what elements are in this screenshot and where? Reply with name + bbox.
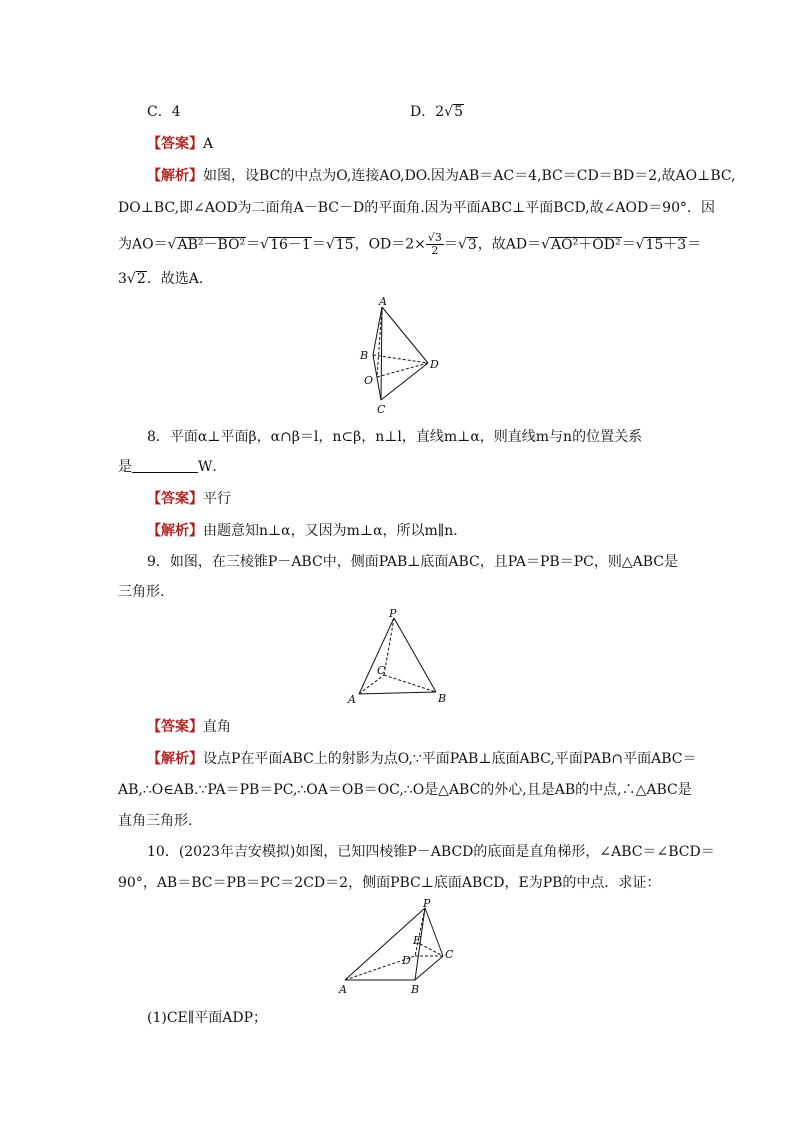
edge-ad	[382, 307, 428, 363]
q9-figure	[342, 608, 454, 706]
q7-analysis-line-1: 【解析】如图，设BC的中点为O,连接AO,DO.因为AB＝AC＝4,BC＝CD＝BD＝2,故AO⊥BC,	[147, 168, 736, 184]
answer-tag: 【答案】	[147, 491, 203, 507]
segment-od	[377, 363, 428, 377]
label-a: A	[348, 693, 356, 706]
fraction: $\frac{√3}{2}$	[427, 231, 442, 257]
edge-bc	[415, 956, 443, 980]
q7-analysis-line-4: 3√2．故选A.	[118, 271, 204, 287]
label-a: A	[339, 983, 347, 996]
q9-analysis-line-2: AB,∴O∈AB.∵PA＝PB＝PC,∴OA＝OB＝OC,∴O是△ABC的外心,且是AB的中点,∴△ABC是	[118, 782, 692, 798]
q9-answer-line: 【答案】直角	[147, 719, 231, 735]
analysis-tag: 【解析】	[147, 751, 203, 767]
label-b: B	[411, 983, 420, 996]
label-b: B	[438, 692, 447, 705]
edge-ac	[359, 675, 384, 694]
edge-cd	[381, 363, 428, 400]
answer-tag: 【答案】	[147, 719, 203, 735]
edge-pb	[394, 618, 436, 692]
q7-answer-line	[147, 134, 213, 154]
edge-ab	[373, 307, 382, 355]
q9-question-line-2: 三角形.	[118, 584, 165, 600]
edge-ac	[381, 307, 382, 400]
option-c: C．4	[147, 104, 181, 120]
q7-analysis-line-2: DO⊥BC,即∠AOD为二面角A－BC－D的平面角.因为平面ABC⊥平面BCD,故∠AOD＝90°．因	[118, 200, 715, 216]
label-c: C	[377, 403, 386, 415]
label-d: D	[402, 954, 411, 967]
label-p: P	[389, 608, 397, 620]
edge-bc	[373, 355, 381, 400]
q9-analysis-line-1: 【解析】设点P在平面ABC上的射影为点O,∵平面PAB⊥底面ABC,平面PAB∩平面ABC＝	[147, 751, 697, 767]
q7-figure	[355, 295, 445, 415]
q7-analysis-line-3: 为AO＝√AB²－BO²＝√16－1＝√15，OD＝2× $\frac{√3}{2}$ ＝√3，故AD＝√AO²＋OD²＝√15＋3＝	[118, 231, 702, 257]
label-c: C	[377, 664, 386, 677]
label-a: A	[379, 295, 387, 308]
q10-figure	[335, 898, 465, 998]
q9-analysis-line-3: 直角三角形.	[118, 813, 193, 829]
q10-question-line-2: 90°，AB＝BC＝PB＝PC＝2CD＝2，侧面PBC⊥底面ABCD，E为PB的中点．求证：	[118, 875, 661, 891]
analysis-tag: 【解析】	[147, 168, 203, 184]
edge-pc	[384, 618, 394, 675]
q10-question-line-1: 10．(2023年吉安模拟)如图，已知四棱锥P－ABCD的底面是直角梯形，∠ABC＝∠BCD＝	[147, 844, 715, 860]
option-d: D．2√5	[410, 104, 463, 120]
q8-question-line-1: 8．平面α⊥平面β，α∩β＝l，n⊂β，n⊥l，直线m⊥α，则直线m与n的位置关系	[147, 429, 643, 445]
label-p: P	[423, 898, 431, 910]
label-d: D	[430, 358, 439, 371]
label-o: O	[364, 374, 374, 387]
q9-question-line-1: 9．如图，在三棱锥P－ABC中，侧面PAB⊥底面ABC，且PA＝PB＝PC，则△ABC是	[147, 554, 678, 570]
answer-tag: 【答案】	[147, 136, 203, 152]
label-b: B	[360, 349, 369, 362]
q8-answer-line: 【答案】平行	[147, 491, 231, 507]
sqrt-symbol: √	[444, 104, 454, 120]
label-e: E	[413, 934, 422, 947]
q8-analysis-line: 【解析】由题意知n⊥α，又因为m⊥α，所以m∥n.	[147, 523, 458, 539]
edge-pc	[425, 908, 443, 956]
q8-question-line-2: 是 W．	[118, 459, 227, 475]
edge-ab	[359, 692, 436, 694]
analysis-tag: 【解析】	[147, 523, 203, 539]
q7-answer: A	[203, 136, 214, 152]
answer-blank[interactable]	[132, 458, 198, 473]
edge-pa	[359, 618, 394, 694]
q10-part-1: (1)CE∥平面ADP；	[147, 1010, 267, 1026]
label-c: C	[445, 948, 454, 961]
